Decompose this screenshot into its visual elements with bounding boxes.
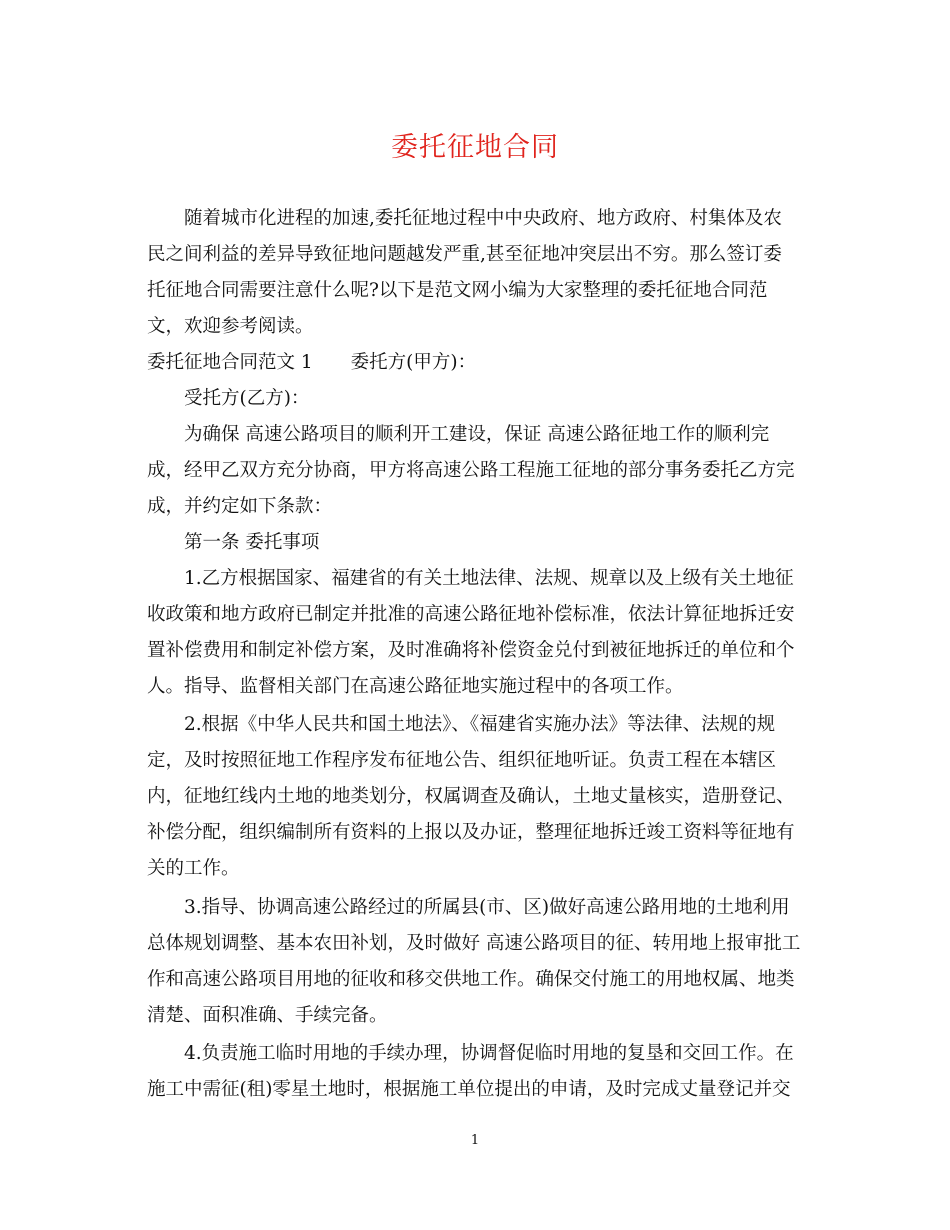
text-line: 民之间利益的差异导致征地问题越发严重,甚至征地冲突层出不穷。那么签订委: [147, 244, 782, 265]
text-line: 内，征地红线内土地的地类划分，权属调查及确认，土地丈量核实，造册登记、: [147, 786, 795, 807]
text-line: 清楚、面积准确、手续完备。: [147, 1005, 388, 1026]
text-line: 文，欢迎参考阅读。: [147, 316, 314, 337]
text-line: 补偿分配，组织编制所有资料的上报以及办证，整理征地拆迁竣工资料等征地有: [147, 822, 795, 843]
section-title: 委托征地合同范文 1: [147, 352, 313, 373]
article-heading: 第一条 委托事项: [184, 532, 320, 553]
text-line: 1.乙方根据国家、福建省的有关土地法律、法规、规章以及上级有关土地征: [184, 568, 794, 589]
text-line: 成，并约定如下条款：: [147, 496, 333, 517]
text-line: 置补偿费用和制定补偿方案，及时准确将补偿资金兑付到被征地拆迁的单位和个: [147, 640, 795, 661]
document-title: 委托征地合同: [391, 132, 559, 163]
text-line: 定，及时按照征地工作程序发布征地公告、组织征地听证。负责工程在本辖区: [147, 750, 777, 771]
text-line: 为确保 高速公路项目的顺利开工建设，保证 高速公路征地工作的顺利完: [184, 424, 770, 445]
text-line: 3.指导、协调高速公路经过的所属县(市、区)做好高速公路用地的土地利用: [184, 897, 790, 918]
party-a-label: 委托方(甲方)：: [350, 352, 477, 373]
party-b-label: 受托方(乙方)：: [184, 388, 310, 409]
text-line: 收政策和地方政府已制定并批准的高速公路征地补偿标准，依法计算征地拆迁安: [147, 604, 795, 625]
text-line: 2.根据《中华人民共和国土地法》、《福建省实施办法》等法律、法规的规: [184, 714, 776, 735]
text-line: 作和高速公路项目用地的征收和移交供地工作。确保交付施工的用地权属、地类: [147, 969, 795, 990]
text-line: 人。指导、监督相关部门在高速公路征地实施过程中的各项工作。: [147, 676, 684, 697]
text-line: 施工中需征(租)零星土地时，根据施工单位提出的申请，及时完成丈量登记并交: [147, 1079, 791, 1100]
text-line: 成，经甲乙双方充分协商，甲方将高速公路工程施工征地的部分事务委托乙方完: [147, 460, 795, 481]
text-line: 4.负责施工临时用地的手续办理，协调督促临时用地的复垦和交回工作。在: [184, 1043, 794, 1064]
text-line: 随着城市化进程的加速,委托征地过程中中央政府、地方政府、村集体及农: [184, 208, 782, 229]
text-line: 关的工作。: [147, 858, 240, 879]
section-heading-line: [147, 350, 476, 376]
text-line: 托征地合同需要注意什么呢?以下是范文网小编为大家整理的委托征地合同范: [147, 280, 768, 301]
page-number: 1: [470, 1133, 480, 1148]
text-line: 总体规划调整、基本农田补划，及时做好 高速公路项目的征、转用地上报审批工: [147, 933, 801, 954]
